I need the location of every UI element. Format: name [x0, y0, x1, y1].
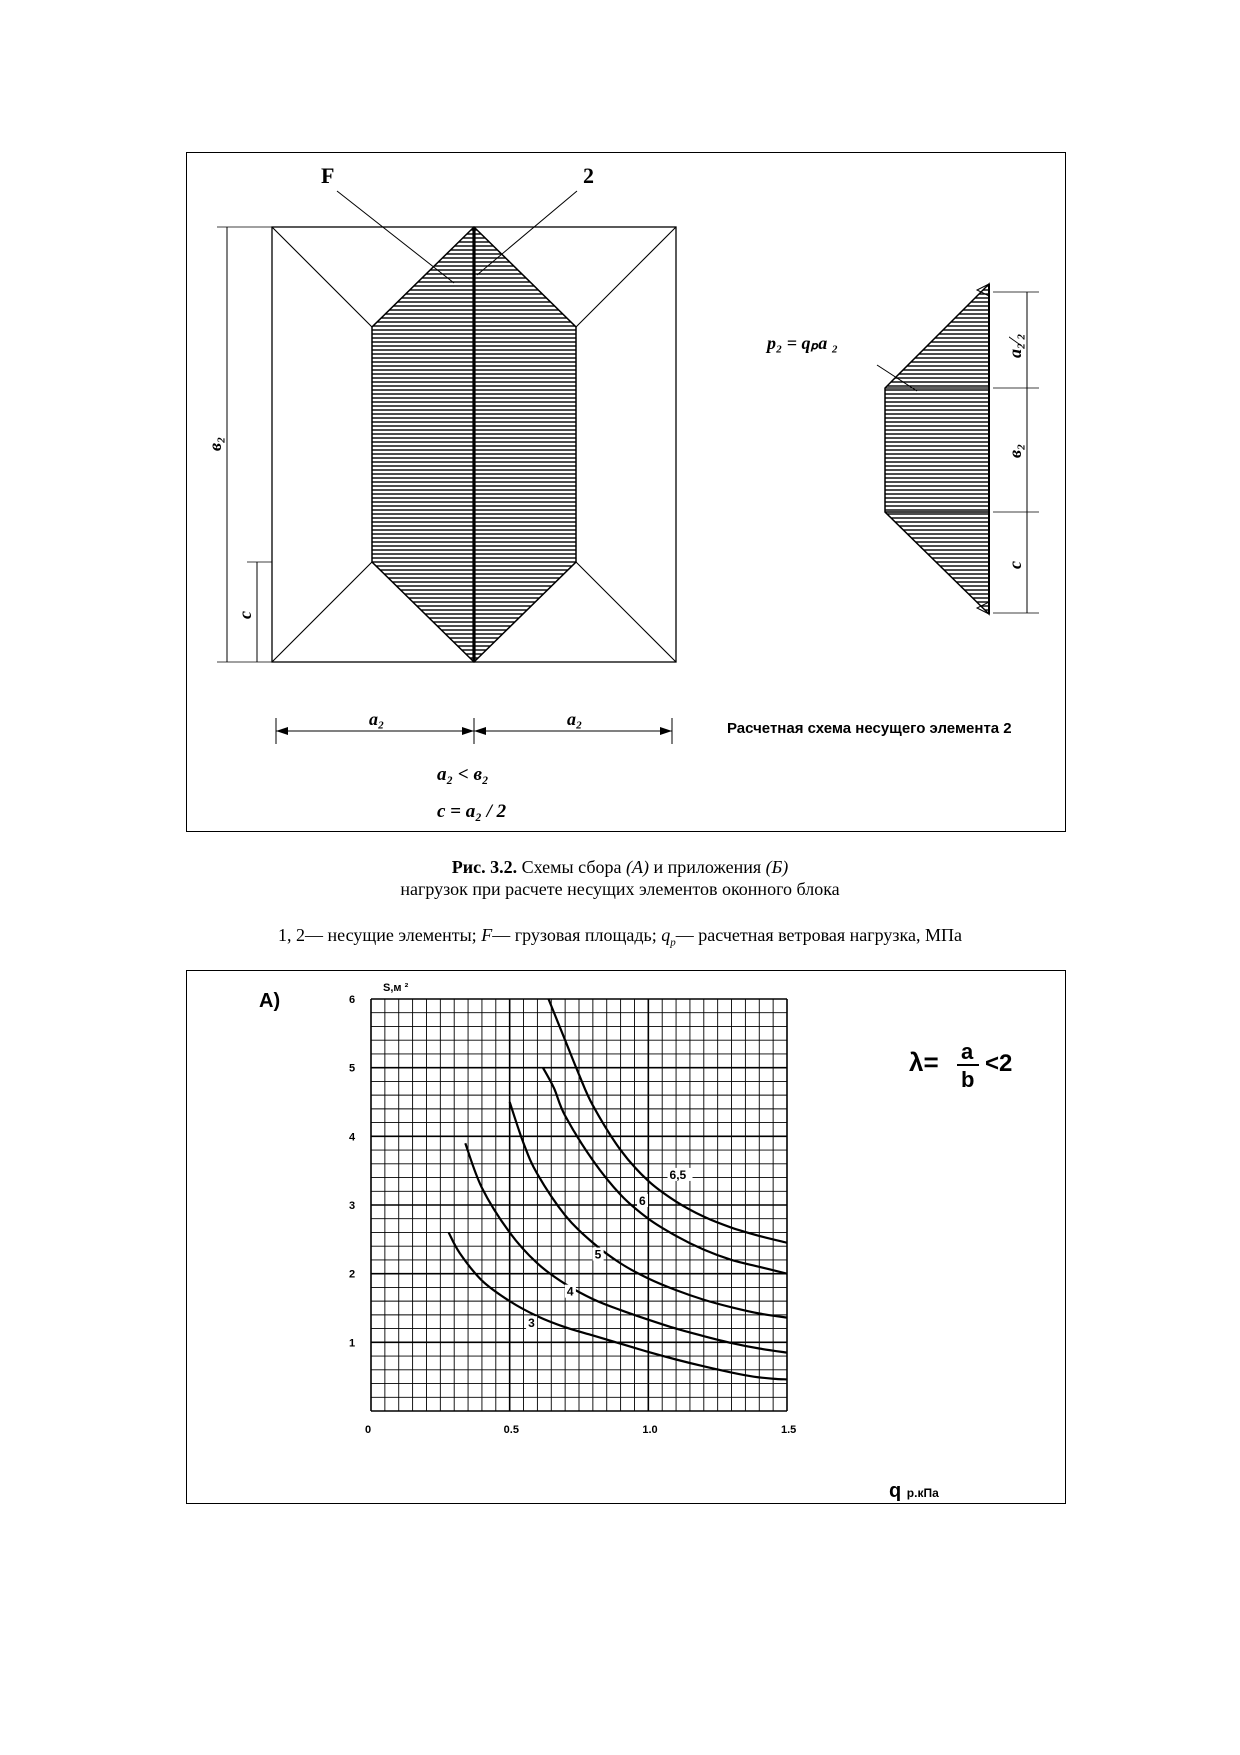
scheme-title: Расчетная схема несущего элемента 2 — [727, 720, 1012, 737]
curve-label: 6 — [639, 1194, 646, 1208]
y-tick-label: 2 — [349, 1268, 356, 1281]
x-tick-label: 1.0 — [642, 1424, 658, 1436]
curve-3 — [449, 1232, 787, 1379]
dim-a2-half: a₂⁄₂ — [1005, 333, 1025, 358]
legend-F: F — [481, 925, 493, 945]
legend-text: — расчетная ветровая нагрузка, МПа — [675, 925, 962, 945]
formula-lambda: λ= — [909, 1047, 939, 1077]
chart-curves — [449, 999, 787, 1379]
caption-A: (А) — [625, 857, 649, 877]
dim-a2-right: a₂ — [567, 709, 583, 729]
legend-text: 1, 2— несущие элементы; — [278, 925, 482, 945]
x-tick-label: 1.5 — [781, 1424, 797, 1436]
label-2: 2 — [583, 163, 594, 188]
dim-a2-left: a₂ — [369, 709, 385, 729]
curve-6-5 — [548, 999, 787, 1243]
x-axis-label: q р.кПа — [889, 1480, 939, 1502]
figure-caption — [0, 856, 1240, 878]
corner-diagonal — [272, 227, 372, 327]
caption-text: и приложения — [648, 857, 766, 877]
arrow — [660, 727, 672, 735]
curve-label: 6,5 — [669, 1167, 687, 1182]
arrow — [276, 727, 288, 735]
curve-4 — [465, 1143, 787, 1352]
curve-6 — [543, 1068, 787, 1274]
arrow — [474, 727, 486, 735]
figure-legend — [0, 924, 1240, 954]
chart-grid — [371, 999, 787, 1411]
formula-tail: <2 — [985, 1050, 1013, 1077]
formula-denominator: b — [961, 1067, 975, 1092]
load-scheme-drawing — [187, 153, 1067, 833]
caption-B: (Б) — [765, 857, 789, 877]
leader-2 — [477, 191, 577, 275]
leader-F — [337, 191, 454, 283]
load-formula: p₂ = qₚa ₂ — [767, 333, 839, 353]
dim-c-right: c — [1005, 561, 1025, 569]
figure-caption-line2: нагрузок при расчете несущих элементов оконного блока — [400, 879, 840, 899]
relation-a2-lt-b2: a₂ < в₂ — [437, 764, 489, 785]
corner-diagonal — [576, 227, 676, 327]
dim-b2-right: в₂ — [1005, 443, 1025, 458]
curve-label: 4 — [566, 1284, 574, 1299]
figure-load-scheme — [186, 152, 1066, 832]
label-F: F — [321, 163, 335, 188]
legend-q-sub: р — [670, 936, 676, 949]
y-tick-label: 6 — [349, 994, 356, 1006]
legend-text: — грузовая площадь; — [492, 925, 662, 945]
load-diagram — [885, 284, 989, 614]
y-tick-label: 5 — [349, 1062, 356, 1075]
corner-diagonal — [576, 562, 676, 662]
corner-diagonal — [272, 562, 372, 662]
y-tick-label: 3 — [349, 1200, 356, 1212]
y-tick-label: 4 — [349, 1131, 356, 1144]
x-tick-label: 0 — [365, 1424, 372, 1436]
dim-b2-left: в₂ — [205, 436, 225, 451]
x-tick-label: 0.5 — [503, 1424, 519, 1436]
y-axis-label: S,м ² — [383, 982, 409, 994]
y-tick-label: 1 — [349, 1337, 356, 1350]
area-load-chart — [187, 971, 1067, 1505]
dim-c-left: c — [235, 611, 255, 619]
legend-q: q — [661, 925, 671, 945]
caption-text: Схемы сбора — [517, 857, 626, 877]
arrow — [462, 727, 474, 735]
figure-chart — [186, 970, 1066, 1504]
caption-fig-label: Рис. 3.2. — [451, 857, 518, 877]
panel-label: А) — [259, 990, 281, 1012]
curve-label: 3 — [528, 1316, 535, 1331]
relation-c-half-a2: c = a₂ / 2 — [437, 801, 507, 822]
formula-numerator: a — [961, 1039, 974, 1064]
curve-label: 5 — [594, 1247, 602, 1262]
